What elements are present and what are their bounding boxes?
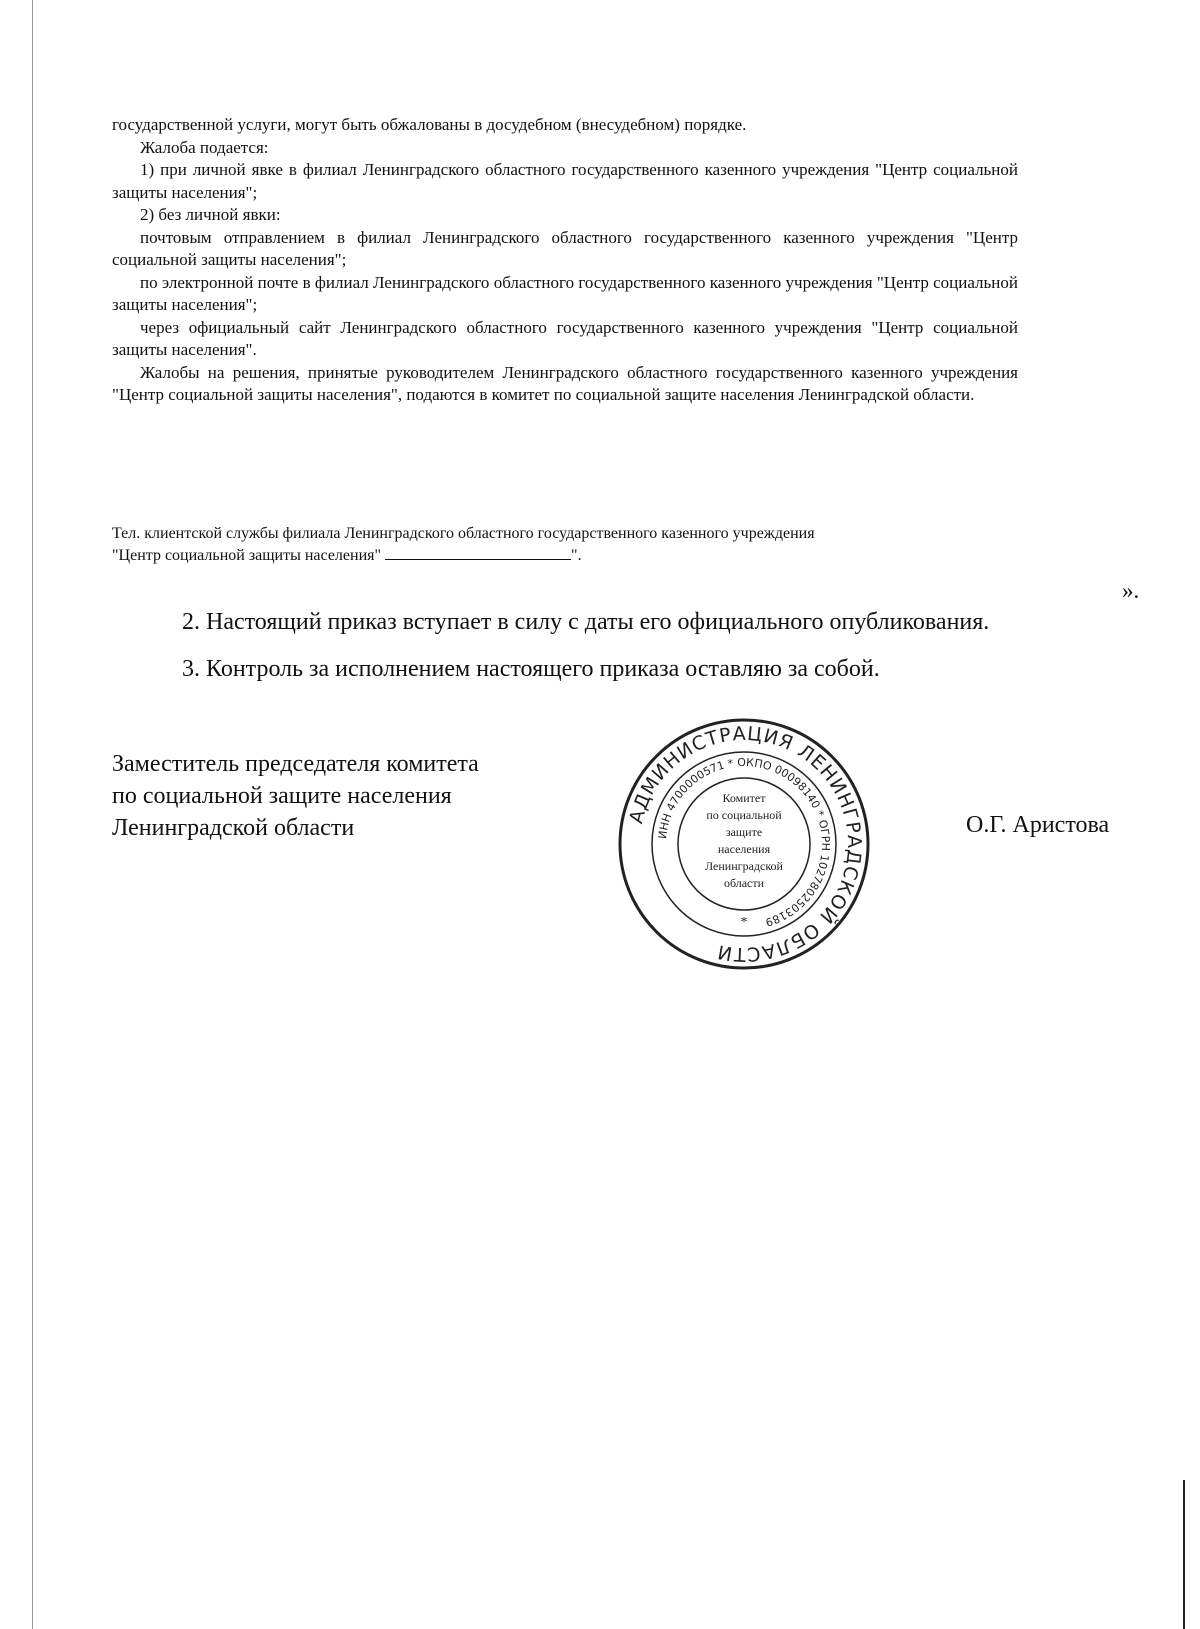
signatory-title	[112, 748, 479, 844]
svg-text:Ленинградской: Ленинградской	[705, 859, 783, 873]
svg-text:Комитет: Комитет	[722, 791, 766, 805]
paragraph: через официальный сайт Ленинградского областного государственного казенного учреждения "Центр социальной защиты населения".	[112, 317, 1018, 359]
phone-blank-field	[385, 545, 571, 560]
signatory-name: О.Г. Аристова	[966, 812, 1110, 838]
phone-line-2-start: "Центр социальной защиты населения"	[112, 547, 386, 564]
scan-edge-line	[32, 0, 33, 1629]
paragraph: Жалоба подается:	[140, 137, 269, 157]
svg-text:защите: защите	[725, 825, 763, 839]
scan-edge-mark	[1183, 1480, 1185, 1629]
seal-outer-text: АДМИНИСТРАЦИЯ ЛЕНИНГРАДСКОЙ ОБЛАСТИ	[625, 722, 866, 966]
signatory-title-line: Ленинградской области	[112, 815, 355, 841]
phone-line-1: Тел. клиентской службы филиала Ленинградского областного государственного казенного учреждения	[112, 525, 815, 542]
svg-text:области: области	[723, 876, 765, 890]
paragraph: почтовым отправлением в филиал Ленинградского областного государственного казенного учреждения "Центр социальной защиты населения";	[112, 227, 1018, 269]
svg-text:по социальной: по социальной	[706, 808, 782, 822]
official-seal-stamp	[618, 718, 870, 970]
order-item-2: 2. Настоящий приказ вступает в силу с даты его официального опубликования.	[182, 609, 990, 635]
client-service-phone	[112, 523, 1018, 567]
phone-line-2-end: ".	[571, 547, 582, 564]
paragraph: государственной услуги, могут быть обжалованы в досудебном (внесудебном) порядке.	[112, 115, 747, 134]
paragraph: 1) при личной явке в филиал Ленинградского областного государственного казенного учреждения "Центр социальной защиты населения";	[112, 160, 1018, 202]
paragraph: по электронной почте в филиал Ленинградского областного государственного казенного учреждения "Центр социальной защиты населения";	[112, 272, 1018, 314]
appeal-procedure-text	[112, 114, 1018, 407]
order-item-3: 3. Контроль за исполнением настоящего приказа оставляю за собой.	[182, 656, 880, 682]
closing-quote: ».	[1122, 578, 1140, 603]
signatory-title-line: по социальной защите населения	[112, 783, 452, 809]
svg-text:населения: населения	[717, 842, 771, 856]
paragraph: 2) без личной явки:	[140, 205, 281, 224]
seal-center-text	[705, 791, 784, 930]
signatory-title-line: Заместитель председателя комитета	[112, 751, 479, 777]
seal-star: *	[740, 915, 748, 930]
phone-line-2	[112, 545, 1018, 567]
paragraph: Жалобы на решения, принятые руководителем Ленинградского областного государственного казенного учреждения "Центр социальной защиты населения", подаются в комитет по социальной защите населения Ленинградской области.	[112, 362, 1018, 404]
seal-inner-text: ИНН 4700000571 * ОКПО 00098140 * ОГРН 1027802503189	[656, 755, 833, 929]
